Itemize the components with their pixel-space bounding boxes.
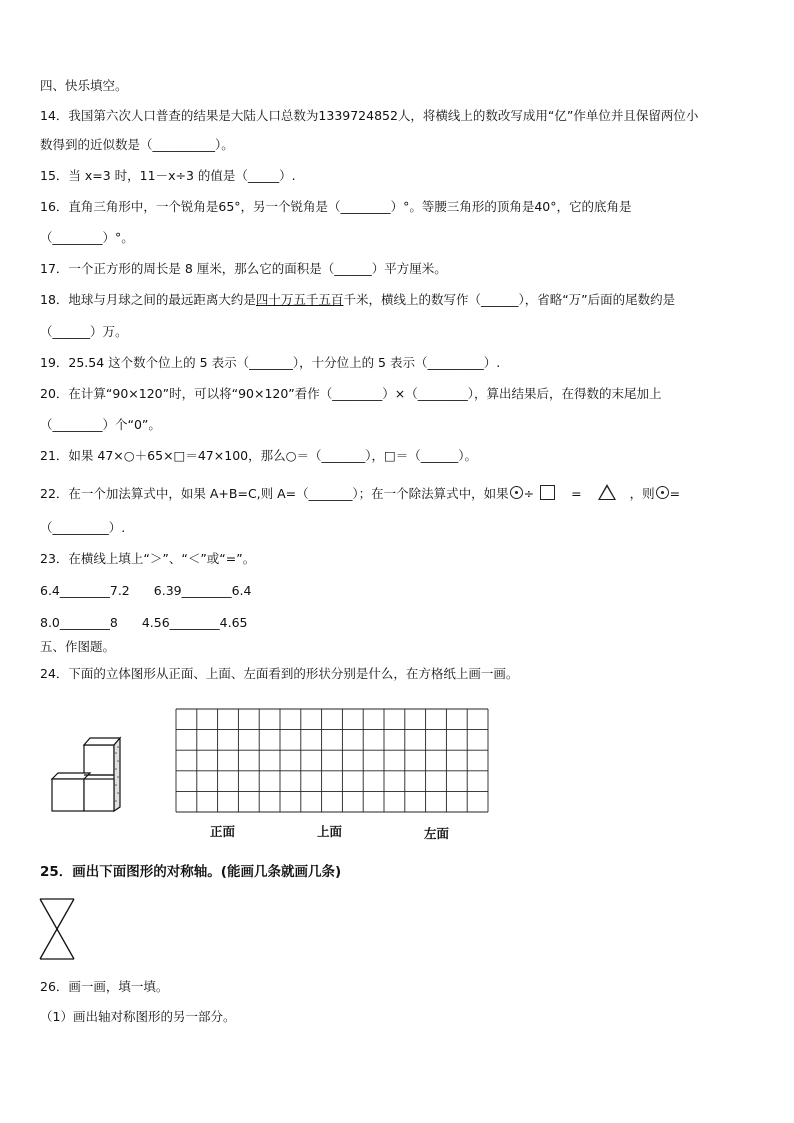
grid-label-front: 正面 bbox=[210, 824, 236, 839]
grid-paper bbox=[175, 708, 491, 816]
grid-label-left: 左面 bbox=[424, 826, 450, 841]
question-20-line-1: 20．在计算“90×120”时，可以将“90×120”看作（________）×（________），算出结果后，在得数的末尾加上 bbox=[40, 386, 662, 401]
grid-label-top: 上面 bbox=[317, 824, 343, 839]
question-18-line-1 bbox=[40, 292, 675, 308]
question-16-line-2: （________）°。 bbox=[40, 230, 134, 245]
question-22-line-2: （_________）. bbox=[40, 520, 126, 535]
triangle-icon bbox=[598, 484, 616, 500]
question-18-text-b: 千米，横线上的数写作（______），省略“万”后面的尾数约是 bbox=[343, 292, 676, 307]
question-20-line-2: （________）个“0”。 bbox=[40, 417, 161, 432]
circle-dot-icon-2 bbox=[656, 486, 669, 499]
cube-figure bbox=[48, 733, 132, 815]
question-25: 25．画出下面图形的对称轴。(能画几条就画几条) bbox=[40, 864, 342, 880]
question-24: 24．下面的立体图形从正面、上面、左面看到的形状分别是什么，在方格纸上画一画。 bbox=[40, 666, 519, 681]
question-22-line-1 bbox=[40, 484, 680, 502]
question-14-line-1: 14．我国第六次人口普查的结果是大陆人口总数为1339724852人，将横线上的数改写成用“亿”作单位并且保留两位小 bbox=[40, 108, 699, 123]
question-15: 15．当 x=3 时，11－x÷3 的值是（_____）. bbox=[40, 168, 296, 183]
square-icon bbox=[540, 485, 555, 500]
equals-sign-2: = bbox=[669, 486, 681, 501]
hourglass-figure bbox=[38, 897, 78, 961]
compare-item: 6.39________6.4 bbox=[153, 583, 252, 598]
section-5-title: 五、作图题。 bbox=[40, 639, 116, 654]
question-18-underlined-number: 四十万五千五百 bbox=[255, 292, 344, 307]
question-19: 19．25.54 这个数个位上的 5 表示（_______），十分位上的 5 表示（_________）. bbox=[40, 355, 501, 370]
compare-item: 6.4________7.2 bbox=[40, 583, 130, 598]
question-26: 26．画一画，填一填。 bbox=[40, 979, 169, 994]
question-26-sub-1: （1）画出轴对称图形的另一部分。 bbox=[40, 1009, 236, 1024]
equals-sign: = bbox=[571, 486, 582, 501]
compare-item: 4.56________4.65 bbox=[141, 615, 248, 630]
question-22-tail: ，则 bbox=[629, 486, 655, 501]
section-4-title: 四、快乐填空。 bbox=[40, 78, 128, 93]
question-21: 21．如果 47×○＋65×□＝47×100，那么○＝（_______），□＝（______）。 bbox=[40, 448, 478, 463]
compare-item: 8.0________8 bbox=[40, 615, 118, 630]
question-17: 17．一个正方形的周长是 8 厘米，那么它的面积是（______）平方厘米。 bbox=[40, 261, 447, 276]
question-23-row-1 bbox=[40, 583, 251, 599]
question-14-line-2: 数得到的近似数是（__________）。 bbox=[40, 137, 234, 152]
question-18-text-a: 18．地球与月球之间的最远距离大约是 bbox=[40, 292, 256, 307]
question-16-line-1: 16．直角三角形中，一个锐角是65°，另一个锐角是（________）°。等腰三角形的顶角是40°，它的底角是 bbox=[40, 199, 632, 214]
division-sign: ÷ bbox=[523, 486, 535, 501]
question-23-title: 23．在横线上填上“＞”、“＜”或“=”。 bbox=[40, 551, 256, 566]
question-18-line-2: （______）万。 bbox=[40, 324, 128, 339]
question-23-row-2 bbox=[40, 615, 248, 631]
question-22-text: 22．在一个加法算式中，如果 A+B=C,则 A=（_______）；在一个除法算式中，如果 bbox=[40, 486, 509, 501]
circle-dot-icon bbox=[510, 486, 523, 499]
